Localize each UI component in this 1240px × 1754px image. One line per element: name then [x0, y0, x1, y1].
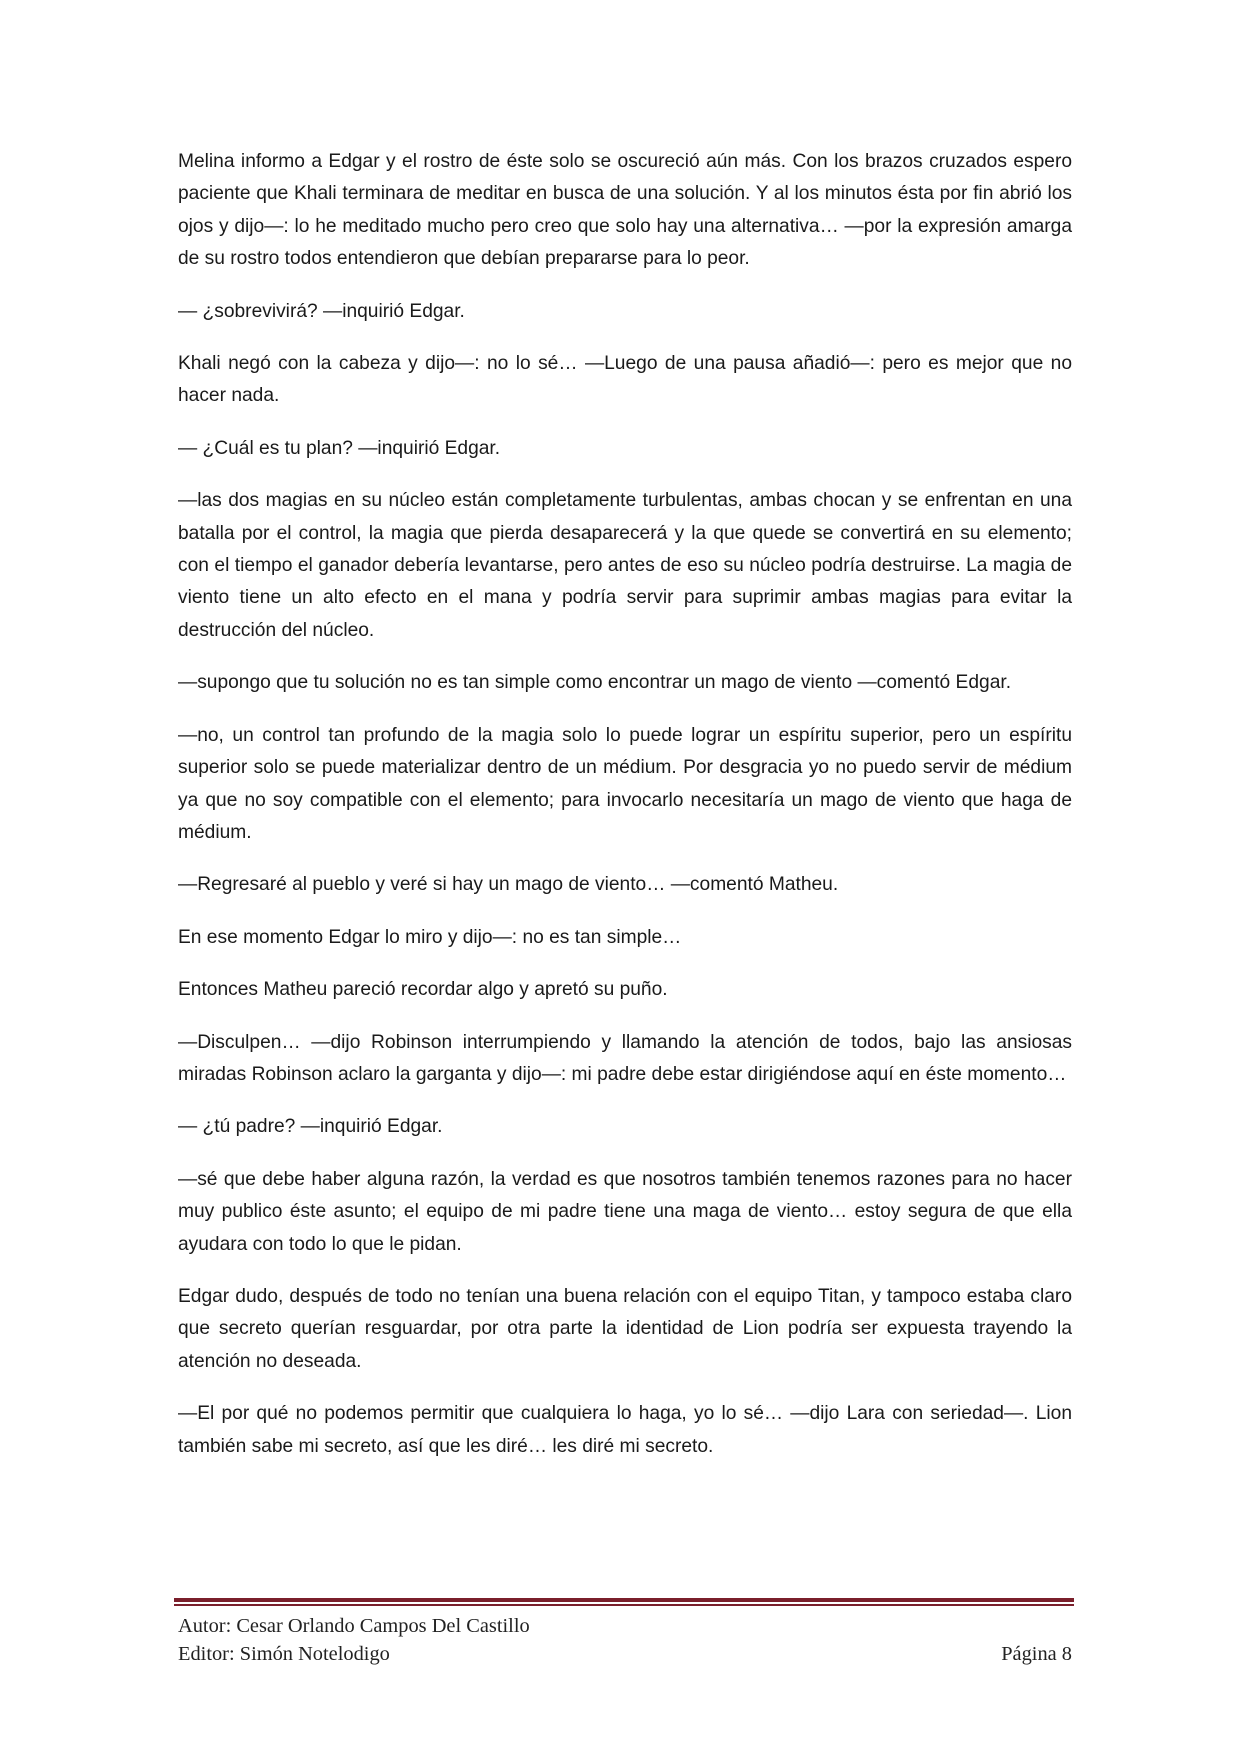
footer-editor: Editor: Simón Notelodigo — [178, 1643, 390, 1665]
document-body — [178, 146, 1072, 1483]
footer-divider — [174, 1598, 1074, 1606]
paragraph: —no, un control tan profundo de la magia solo lo puede lograr un espíritu superior, pero un espíritu superior solo se puede materializar dentro de un médium. Por desgracia yo no puedo servir de médium ya que no soy compatible con el elemento; para invocarlo necesitaría un mago de viento que haga de médium. — [178, 724, 1072, 843]
footer-editor-row — [178, 1640, 1072, 1668]
page-number: Página 8 — [1001, 1643, 1072, 1665]
paragraph: Khali negó con la cabeza y dijo—: no lo sé… —Luego de una pausa añadió—: pero es mejor que no hacer nada. — [178, 353, 1072, 407]
paragraph: —sé que debe haber alguna razón, la verdad es que nosotros también tenemos razones para no hacer muy publico éste asunto; el equipo de mi padre tiene una maga de viento… estoy segura de que ella ayudara con todo lo que le pidan. — [178, 1168, 1072, 1255]
footer-author-row — [178, 1612, 1072, 1640]
footer-author: Autor: Cesar Orlando Campos Del Castillo — [178, 1615, 530, 1637]
paragraph: —las dos magias en su núcleo están completamente turbulentas, ambas chocan y se enfrentan en una batalla por el control, la magia que pierda desaparecerá y la que quede se convertirá en su elemento; con el tiempo el ganador debería levantarse, pero antes de eso su núcleo podría destruirse. La magia de viento tiene un alto efecto en el mana y podría servir para suprimir ambas magias para evitar la destrucción del núcleo. — [178, 490, 1072, 641]
page-footer — [178, 1612, 1072, 1668]
paragraph: — ¿Cuál es tu plan? —inquirió Edgar. — [178, 437, 501, 459]
paragraph: — ¿tú padre? —inquirió Edgar. — [178, 1116, 443, 1138]
paragraph: — ¿sobrevivirá? —inquirió Edgar. — [178, 300, 465, 322]
paragraph: —Regresaré al pueblo y veré si hay un mago de viento… —comentó Matheu. — [178, 874, 839, 896]
paragraph: —supongo que tu solución no es tan simple como encontrar un mago de viento —comentó Edgar. — [178, 672, 1012, 694]
footer-divider-thick-line — [174, 1598, 1074, 1602]
paragraph: —El por qué no podemos permitir que cualquiera lo haga, yo lo sé… —dijo Lara con seriedad—. Lion también sabe mi secreto, así que les diré… les diré mi secreto. — [178, 1403, 1072, 1457]
paragraph: Edgar dudo, después de todo no tenían una buena relación con el equipo Titan, y tampoco estaba claro que secreto querían resguardar, por otra parte la identidad de Lion podría ser expuesta trayendo la atención no deseada. — [178, 1285, 1072, 1372]
paragraph: En ese momento Edgar lo miro y dijo—: no es tan simple… — [178, 926, 682, 948]
footer-divider-thin-line — [174, 1604, 1074, 1606]
paragraph: Melina informo a Edgar y el rostro de éste solo se oscureció aún más. Con los brazos cruzados espero paciente que Khali terminara de meditar en busca de una solución. Y al los minutos ésta por fin abrió los ojos y dijo—: lo he meditado mucho pero creo que solo hay una alternativa… —por la expresión amarga de su rostro todos entendieron que debían prepararse para lo peor. — [178, 151, 1072, 270]
paragraph: Entonces Matheu pareció recordar algo y apretó su puño. — [178, 979, 668, 1001]
paragraph: —Disculpen… —dijo Robinson interrumpiendo y llamando la atención de todos, bajo las ansiosas miradas Robinson aclaro la garganta y dijo—: mi padre debe estar dirigiéndose aquí en éste momento… — [178, 1031, 1072, 1085]
